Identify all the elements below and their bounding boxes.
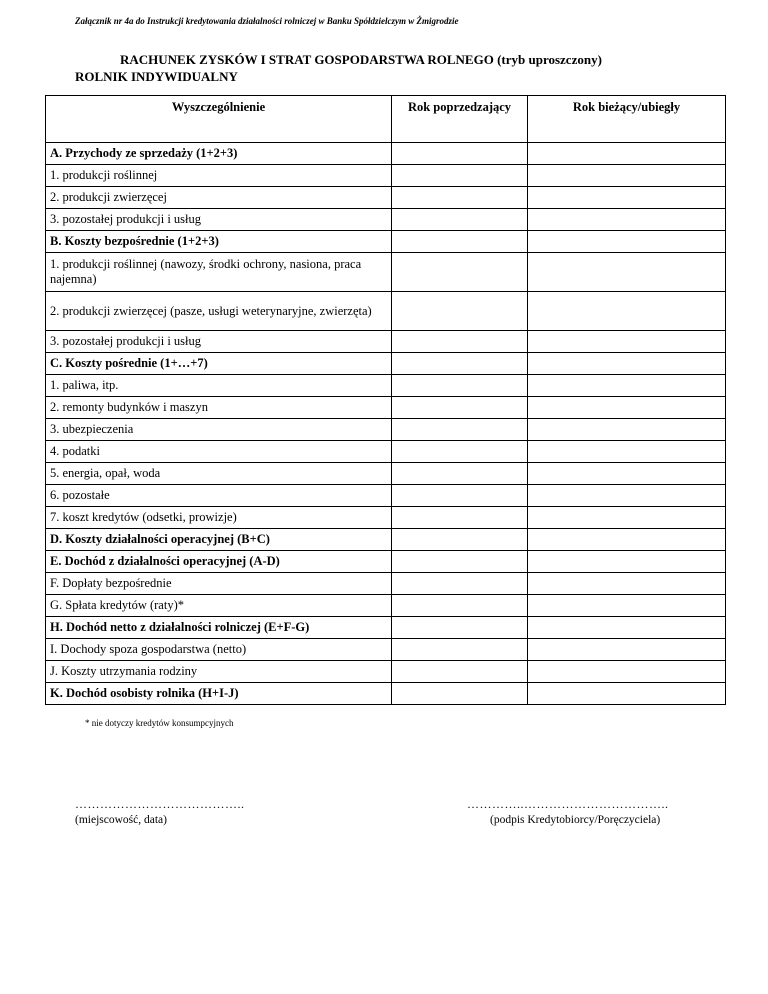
current-year-cell[interactable] [528,661,726,683]
previous-year-cell[interactable] [392,397,528,419]
table-row [46,353,726,375]
row-label: 1. paliwa, itp. [46,375,392,397]
previous-year-cell[interactable] [392,375,528,397]
current-year-cell[interactable] [528,595,726,617]
signature-caption: (podpis Kredytobiorcy/Poręczyciela) [490,814,661,826]
table-row [46,529,726,551]
current-year-cell[interactable] [528,165,726,187]
table-row [46,165,726,187]
previous-year-cell[interactable] [392,165,528,187]
table-row [46,661,726,683]
header-current-year: Rok bieżący/ubiegły [528,96,726,143]
current-year-cell[interactable] [528,463,726,485]
table-row [46,441,726,463]
previous-year-cell[interactable] [392,441,528,463]
table-row [46,292,726,331]
previous-year-cell[interactable] [392,353,528,375]
table-row [46,595,726,617]
table-row [46,485,726,507]
current-year-cell[interactable] [528,639,726,661]
row-label: E. Dochód z działalności operacyjnej (A-D) [46,551,392,573]
table-row [46,463,726,485]
current-year-cell[interactable] [528,419,726,441]
header-note: Załącznik nr 4a do Instrukcji kredytowania działalności rolniczej w Banku Spółdzielczym w Żmigrodzie [75,16,459,26]
previous-year-cell[interactable] [392,551,528,573]
table-row [46,253,726,292]
place-date-line: ………………………………….. [75,797,245,811]
current-year-cell[interactable] [528,573,726,595]
table-row [46,617,726,639]
row-label: 3. pozostałej produkcji i usług [46,331,392,353]
document-subtitle: ROLNIK INDYWIDUALNY [75,69,238,84]
row-label: B. Koszty bezpośrednie (1+2+3) [46,231,392,253]
current-year-cell[interactable] [528,485,726,507]
row-label: H. Dochód netto z działalności rolniczej (E+F-G) [46,617,392,639]
table-row [46,507,726,529]
row-label: 2. remonty budynków i maszyn [46,397,392,419]
footnote: * nie dotyczy kredytów konsumpcyjnych [85,718,234,728]
current-year-cell[interactable] [528,529,726,551]
table-row [46,231,726,253]
current-year-cell[interactable] [528,331,726,353]
table-row [46,375,726,397]
table-row [46,331,726,353]
previous-year-cell[interactable] [392,529,528,551]
previous-year-cell[interactable] [392,292,528,331]
current-year-cell[interactable] [528,441,726,463]
current-year-cell[interactable] [528,209,726,231]
previous-year-cell[interactable] [392,187,528,209]
row-label: 6. pozostałe [46,485,392,507]
header-previous-year: Rok poprzedzający [392,96,528,143]
current-year-cell[interactable] [528,253,726,292]
previous-year-cell[interactable] [392,231,528,253]
table-row [46,209,726,231]
current-year-cell[interactable] [528,683,726,705]
row-label: 3. ubezpieczenia [46,419,392,441]
previous-year-cell[interactable] [392,507,528,529]
row-label: 5. energia, opał, woda [46,463,392,485]
table-row [46,573,726,595]
row-label: J. Koszty utrzymania rodziny [46,661,392,683]
table-row [46,639,726,661]
row-label: 1. produkcji roślinnej (nawozy, środki ochrony, nasiona, praca najemna) [46,253,392,292]
current-year-cell[interactable] [528,397,726,419]
current-year-cell[interactable] [528,187,726,209]
document-title: RACHUNEK ZYSKÓW I STRAT GOSPODARSTWA ROLNEGO (tryb uproszczony) [120,52,602,67]
current-year-cell[interactable] [528,292,726,331]
previous-year-cell[interactable] [392,485,528,507]
row-label: C. Koszty pośrednie (1+…+7) [46,353,392,375]
previous-year-cell[interactable] [392,573,528,595]
table-row [46,397,726,419]
row-label: 3. pozostałej produkcji i usług [46,209,392,231]
current-year-cell[interactable] [528,231,726,253]
table-header-row [46,96,726,143]
row-label: K. Dochód osobisty rolnika (H+I-J) [46,683,392,705]
row-label: 2. produkcji zwierzęcej [46,187,392,209]
current-year-cell[interactable] [528,617,726,639]
previous-year-cell[interactable] [392,209,528,231]
current-year-cell[interactable] [528,353,726,375]
row-label: A. Przychody ze sprzedaży (1+2+3) [46,143,392,165]
previous-year-cell[interactable] [392,253,528,292]
previous-year-cell[interactable] [392,683,528,705]
row-label: D. Koszty działalności operacyjnej (B+C) [46,529,392,551]
current-year-cell[interactable] [528,551,726,573]
current-year-cell[interactable] [528,143,726,165]
previous-year-cell[interactable] [392,639,528,661]
row-label: I. Dochody spoza gospodarstwa (netto) [46,639,392,661]
income-statement-table [45,95,726,705]
previous-year-cell[interactable] [392,419,528,441]
current-year-cell[interactable] [528,375,726,397]
previous-year-cell[interactable] [392,595,528,617]
row-label: 4. podatki [46,441,392,463]
header-description: Wyszczególnienie [46,96,392,143]
place-date-caption: (miejscowość, data) [75,814,167,826]
previous-year-cell[interactable] [392,331,528,353]
table-row [46,683,726,705]
row-label: F. Dopłaty bezpośrednie [46,573,392,595]
previous-year-cell[interactable] [392,617,528,639]
table-row [46,187,726,209]
table-row [46,419,726,441]
previous-year-cell[interactable] [392,143,528,165]
previous-year-cell[interactable] [392,463,528,485]
table-row [46,551,726,573]
row-label: 1. produkcji roślinnej [46,165,392,187]
current-year-cell[interactable] [528,507,726,529]
row-label: 7. koszt kredytów (odsetki, prowizje) [46,507,392,529]
previous-year-cell[interactable] [392,661,528,683]
table-row [46,143,726,165]
row-label: 2. produkcji zwierzęcej (pasze, usługi weterynaryjne, zwierzęta) [46,292,392,331]
row-label: G. Spłata kredytów (raty)* [46,595,392,617]
signature-line: …………..…………………………….. [467,797,669,811]
